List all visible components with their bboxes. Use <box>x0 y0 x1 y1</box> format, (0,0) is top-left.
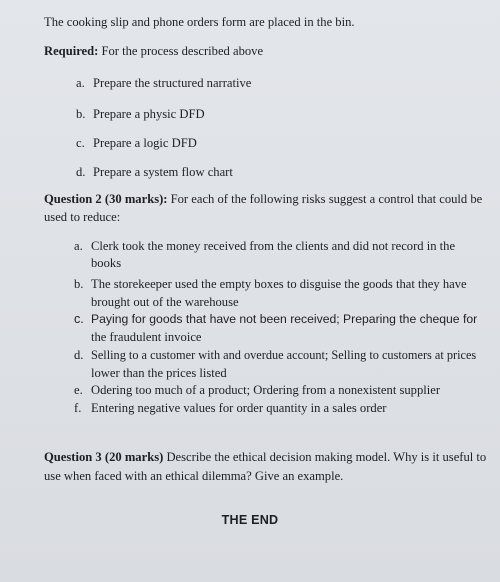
item-line-1: Clerk took the money received from the clients and did not record in the <box>91 239 456 253</box>
item-letter: d. <box>76 165 86 179</box>
item-line-1: Paying for goods that have not been received; Preparing the cheque for <box>91 312 478 326</box>
item-line-2: brought out of the warehouse <box>91 295 239 309</box>
item-line-1: Odering too much of a product; Ordering from a nonexistent supplier <box>91 383 441 397</box>
item-text: Prepare the structured narrative <box>93 76 252 90</box>
item-letter: c. <box>74 312 84 326</box>
item-letter: c. <box>76 136 85 150</box>
question2-heading <box>44 191 482 207</box>
item-letter: d. <box>74 348 84 362</box>
required-heading <box>44 43 263 59</box>
question2-text-2: used to reduce: <box>44 210 121 224</box>
question3-label: Question 3 (20 marks) <box>44 450 164 464</box>
item-letter: e. <box>74 383 83 397</box>
item-line-2: the fraudulent invoice <box>91 330 202 344</box>
item-line-1: Selling to a customer with and overdue account; Selling to customers at prices <box>91 348 477 362</box>
question3-heading <box>44 449 486 465</box>
item-letter: a. <box>76 76 85 90</box>
the-end-footer: THE END <box>221 513 279 527</box>
item-text: Prepare a physic DFD <box>93 107 205 121</box>
item-letter: b. <box>74 277 84 291</box>
item-text: Prepare a logic DFD <box>93 136 197 150</box>
item-letter: f. <box>74 401 82 415</box>
item-line-1: The storekeeper used the empty boxes to disguise the goods that they have <box>91 277 467 291</box>
question3-text-1: Describe the ethical decision making model. Why is it useful to <box>163 450 487 464</box>
item-text: Prepare a system flow chart <box>93 165 233 179</box>
item-line-2: lower than the prices listed <box>91 366 227 380</box>
required-label: Required: <box>44 44 99 58</box>
question2-text-1: For each of the following risks suggest a control that could be <box>167 192 483 206</box>
intro-line: The cooking slip and phone orders form are placed in the bin. <box>44 15 355 29</box>
question2-label: Question 2 (30 marks): <box>44 192 168 206</box>
item-letter: a. <box>74 239 83 253</box>
question3-text-2: use when faced with an ethical dilemma? Give an example. <box>44 469 344 483</box>
item-line-2: books <box>91 256 122 270</box>
item-letter: b. <box>76 107 86 121</box>
required-text: For the process described above <box>98 44 264 58</box>
item-line-1: Entering negative values for order quantity in a sales order <box>91 401 387 415</box>
